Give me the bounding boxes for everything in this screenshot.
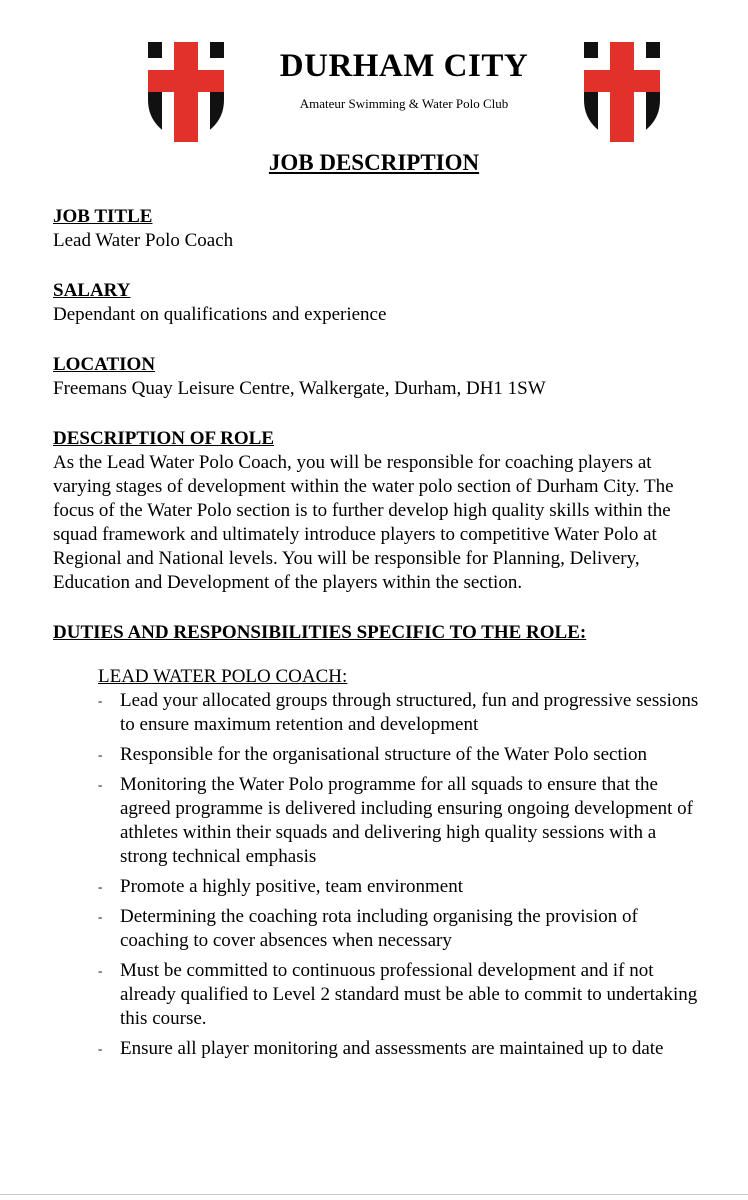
duty-text: Determining the coaching rota including organising the provision of coaching to cover absences when necessary (120, 906, 638, 951)
duty-item (98, 959, 703, 1031)
letterhead (0, 36, 748, 146)
duty-text: Promote a highly positive, team environment (120, 876, 463, 897)
duty-item (98, 743, 703, 767)
bullet-dash: - (98, 879, 103, 894)
duty-item (98, 905, 703, 953)
document-title: JOB DESCRIPTION (268, 150, 480, 175)
section-body: Freemans Quay Leisure Centre, Walkergate, Durham, DH1 1SW (53, 378, 546, 399)
page-bottom-divider (0, 1194, 748, 1195)
role-title: LEAD WATER POLO COACH: (98, 666, 348, 687)
section-body: Dependant on qualifications and experience (53, 304, 387, 325)
duty-item (98, 689, 703, 737)
club-subtitle: Amateur Swimming & Water Polo Club (299, 96, 509, 111)
section-salary (53, 279, 703, 327)
bullet-dash: - (98, 1041, 103, 1056)
section-job-title (53, 205, 703, 253)
section-body: As the Lead Water Polo Coach, you will be responsible for coaching players at varying stages of development within the water polo section of Durham City. The focus of the Water Polo section is to further develop high quality skills within the squad framework and ultimately introduce players to competitive Water Polo at Regional and National levels. You will be responsible for Planning, Delivery, Education and Development of the players within the section. (53, 452, 674, 593)
section-heading: SALARY (53, 280, 131, 301)
durham-crest-right-icon (582, 40, 662, 144)
duty-item (98, 1037, 703, 1061)
duties-list (98, 665, 703, 1061)
section-heading: DESCRIPTION OF ROLE (53, 428, 274, 449)
bullet-dash: - (98, 909, 103, 924)
duty-item (98, 773, 703, 869)
section-body: Lead Water Polo Coach (53, 230, 234, 251)
bullet-dash: - (98, 693, 103, 708)
duty-item (98, 875, 703, 899)
bullet-dash: - (98, 777, 103, 792)
duties-heading: DUTIES AND RESPONSIBILITIES SPECIFIC TO THE ROLE: (53, 622, 587, 643)
duty-text: Ensure all player monitoring and assessments are maintained up to date (120, 1038, 664, 1059)
bullet-dash: - (98, 747, 103, 762)
section-heading: JOB TITLE (53, 206, 153, 227)
duty-text: Lead your allocated groups through structured, fun and progressive sessions to ensure maximum retention and development (120, 690, 699, 735)
section-description (53, 427, 703, 595)
duty-text: Must be committed to continuous professional development and if not already qualified to Level 2 standard must be able to commit to undertaking this course. (120, 960, 698, 1029)
document-body (53, 205, 703, 1067)
duty-text: Monitoring the Water Polo programme for all squads to ensure that the agreed programme is delivered including ensuring ongoing development of athletes within their squads and delivering high quality sessions with a strong technical emphasis (120, 774, 694, 867)
duty-text: Responsible for the organisational structure of the Water Polo section (120, 744, 648, 765)
section-location (53, 353, 703, 401)
club-name: DURHAM CITY (279, 48, 529, 84)
durham-crest-left-icon (146, 40, 226, 144)
section-heading: LOCATION (53, 354, 156, 375)
bullet-dash: - (98, 963, 103, 978)
